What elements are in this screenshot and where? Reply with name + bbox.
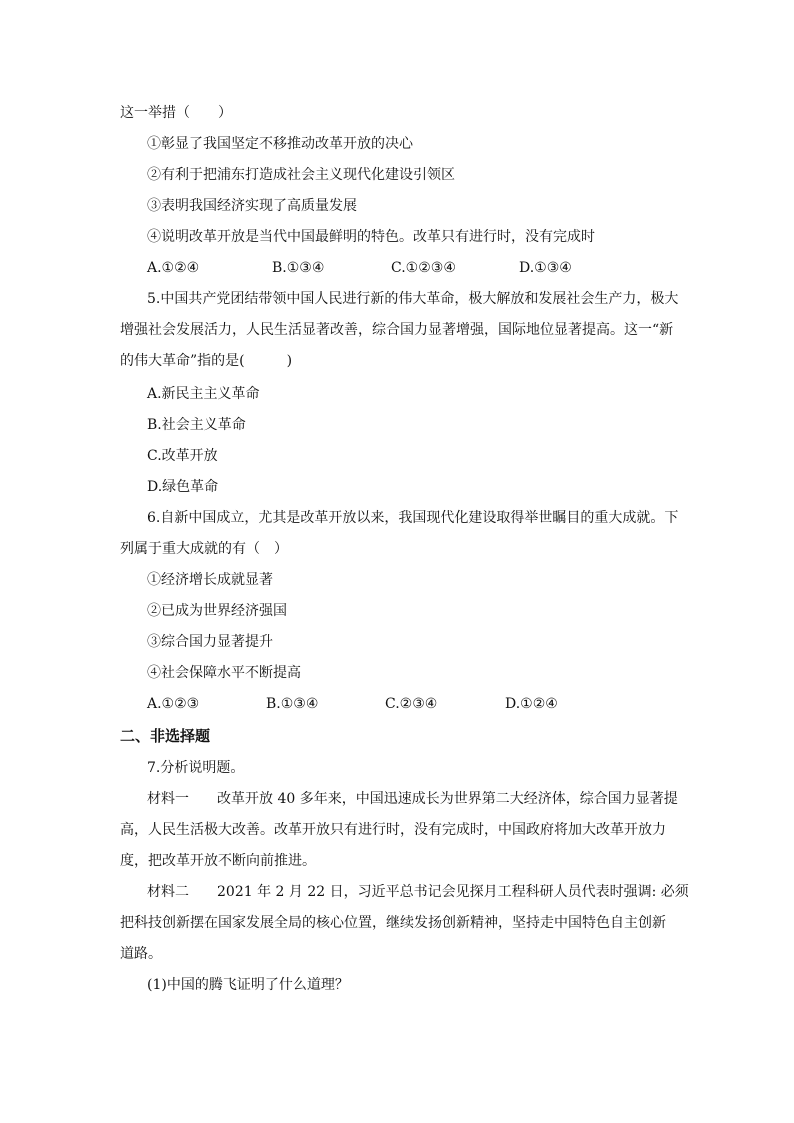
q6-item-2: ②已成为世界经济强国 — [147, 603, 287, 619]
q4-option-c: C.①②③④ — [391, 260, 456, 276]
q4-item-4: ④说明改革开放是当代中国最鲜明的特色。改革只有进行时，没有完成时 — [147, 229, 595, 245]
q6-item-4: ④社会保障水平不断提高 — [147, 665, 301, 681]
q7-material2-line-3: 道路。 — [120, 946, 162, 962]
q6-item-1: ①经济增长成就显著 — [147, 572, 273, 588]
q5-option-c: C.改革开放 — [147, 448, 218, 464]
q4-item-3: ③表明我国经济实现了高质量发展 — [147, 198, 357, 214]
q5-stem-line-2: 增强社会发展活力，人民生活显著改善，综合国力显著增强，国际地位显著提高。这一“新 — [120, 322, 674, 338]
q5-stem-line-1: 5.中国共产党团结带领中国人民进行新的伟大革命，极大解放和发展社会生产力，极大 — [147, 291, 679, 307]
q4-option-a: A.①②④ — [147, 260, 200, 276]
section-heading: 二、非选择题 — [120, 727, 211, 745]
q5-option-a: A.新民主主义革命 — [147, 386, 260, 402]
q4-item-1: ①彰显了我国坚定不移推动改革开放的决心 — [147, 136, 413, 152]
q6-option-d: D.①②④ — [505, 696, 558, 712]
q7-subquestion-1: (1)中国的腾飞证明了什么道理？ — [147, 977, 349, 993]
q4-stem-tail: 这一举措（ ） — [120, 105, 232, 121]
q7-material1-line-1: 材料一 改革开放 40 多年来，中国迅速成长为世界第二大经济体，综合国力显著提 — [147, 791, 678, 807]
q7-material1-line-2: 高，人民生活极大改善。改革开放只有进行时，没有完成时，中国政府将加大改革开放力 — [120, 822, 666, 838]
q6-stem-line-2: 列属于重大成就的有（ ） — [120, 541, 288, 557]
q7-material2-line-2: 把科技创新摆在国家发展全局的核心位置，继续发扬创新精神，坚持走中国特色自主创新 — [120, 915, 666, 931]
q6-option-b: B.①③④ — [266, 696, 319, 712]
q5-option-b: B.社会主义革命 — [147, 417, 246, 433]
q7-title: 7.分析说明题。 — [147, 760, 245, 776]
q6-option-c: C.②③④ — [385, 696, 438, 712]
q5-stem-line-3: 的伟大革命”指的是( ) — [120, 353, 293, 369]
q5-option-d: D.绿色革命 — [147, 479, 219, 495]
q6-stem-line-1: 6.自新中国成立，尤其是改革开放以来，我国现代化建设取得举世瞩目的重大成就。下 — [147, 510, 679, 526]
q7-material2-line-1: 材料二 2021 年 2 月 22 日，习近平总书记会见探月工程科研人员代表时强调: 必须 — [147, 884, 689, 900]
q4-item-2: ②有利于把浦东打造成社会主义现代化建设引领区 — [147, 167, 455, 183]
q7-material1-line-3: 度，把改革开放不断向前推进。 — [120, 853, 316, 869]
q4-option-b: B.①③④ — [272, 260, 325, 276]
q6-option-a: A.①②③ — [147, 696, 200, 712]
q6-item-3: ③综合国力显著提升 — [147, 634, 273, 650]
q4-option-d: D.①③④ — [519, 260, 572, 276]
